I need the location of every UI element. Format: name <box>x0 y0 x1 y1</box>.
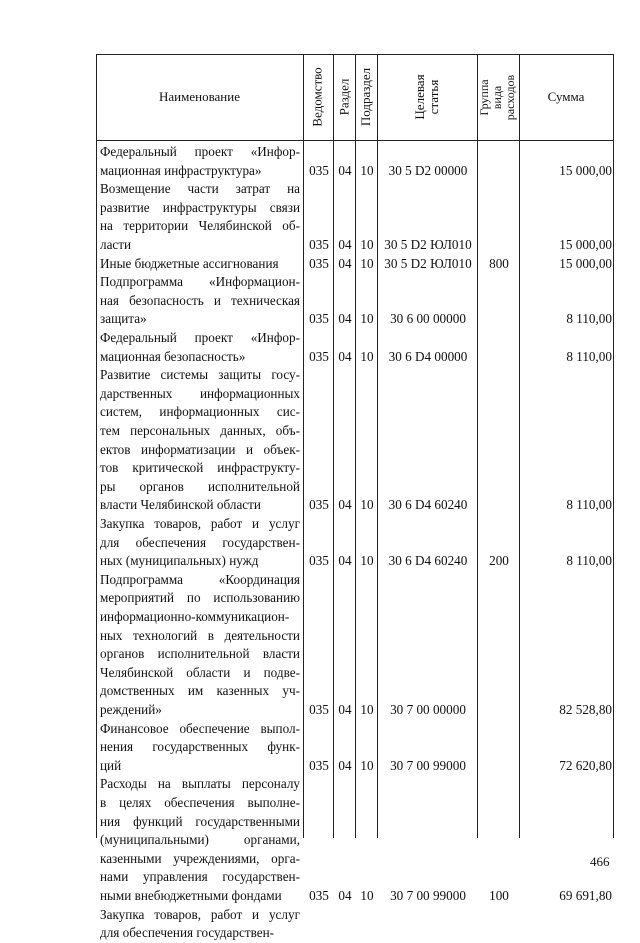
header-target: Целевая статья <box>412 74 441 120</box>
row-name-line: защита» <box>100 311 147 327</box>
row-section: 04 <box>338 348 352 364</box>
row-subsection: 10 <box>360 255 374 271</box>
row-target: 30 6 D4 60240 <box>388 497 468 513</box>
row-name-line: (муниципальными) органами, <box>100 832 300 848</box>
row-subsection: 10 <box>360 348 374 364</box>
table-row <box>96 366 614 515</box>
row-name-line: развитие инфраструктуры связи <box>100 199 300 215</box>
row-name-line: ная безопасность и техническая <box>100 292 300 308</box>
row-name <box>100 515 300 571</box>
table-row <box>96 180 614 254</box>
table-row <box>96 906 614 943</box>
row-target: 30 5 D2 ЮЛ010 <box>384 255 472 271</box>
row-name-line: реждений» <box>100 701 162 717</box>
row-name <box>100 143 300 180</box>
row-section: 04 <box>338 553 352 569</box>
row-name-line: мероприятий по использованию <box>100 590 300 606</box>
row-sum: 15 000,00 <box>559 236 612 252</box>
row-name-line: на территории Челябинской об- <box>100 218 300 234</box>
row-name-line: ласти <box>100 236 132 252</box>
row-name <box>100 255 300 274</box>
table-row <box>96 515 614 571</box>
row-dept: 035 <box>309 311 329 327</box>
table-row <box>96 273 614 329</box>
table-row <box>96 720 614 776</box>
row-name-line: тем персональных данных, объ- <box>100 422 300 438</box>
page-number: 466 <box>590 854 610 869</box>
row-name-line: казенными учреждениями, орга- <box>100 850 300 866</box>
row-sum: 8 110,00 <box>566 553 612 569</box>
row-name-line: в целях обеспечения выполне- <box>100 794 300 810</box>
row-name-line: мационная инфраструктура» <box>100 162 262 178</box>
row-name-line: органов исполнительной власти <box>100 646 300 662</box>
row-name-line: ных (муниципальных) нужд <box>100 553 259 569</box>
table-row <box>96 571 614 720</box>
row-name-line: нами управления государствен- <box>100 869 300 885</box>
header-sum: Сумма <box>547 89 585 104</box>
header-section: Раздел <box>336 78 351 116</box>
row-sum: 15 000,00 <box>559 255 612 271</box>
row-subsection: 10 <box>360 553 374 569</box>
row-name-line: Развитие системы защиты госу- <box>100 367 300 383</box>
row-dept: 035 <box>309 255 329 271</box>
row-target: 30 7 00 99000 <box>390 887 466 903</box>
row-target: 30 7 00 99000 <box>390 757 466 773</box>
row-dept: 035 <box>309 162 329 178</box>
row-name-line: информационно-коммуникацион- <box>100 608 290 624</box>
header-subsection: Подраздел <box>358 67 374 127</box>
row-group: 200 <box>489 553 509 569</box>
row-name-line: для обеспечения государствен- <box>100 534 300 550</box>
row-sum: 8 110,00 <box>566 497 612 513</box>
row-name-line: Федеральный проект «Инфор- <box>100 144 300 159</box>
row-sum: 8 110,00 <box>566 348 612 364</box>
row-section: 04 <box>338 255 352 271</box>
row-dept: 035 <box>309 236 329 252</box>
row-name-line: Подпрограмма «Информацион- <box>100 274 300 290</box>
row-subsection: 10 <box>360 236 374 252</box>
row-name <box>100 366 300 515</box>
row-sum: 72 620,80 <box>559 757 612 773</box>
row-name-line: ными внебюджетными фондами <box>100 887 282 903</box>
row-sum: 15 000,00 <box>559 162 612 178</box>
row-name <box>100 571 300 720</box>
row-name-line: тов критической инфраструкту- <box>100 460 300 476</box>
row-dept: 035 <box>309 348 329 364</box>
row-subsection: 10 <box>360 757 374 773</box>
row-name-line: ций <box>100 757 122 773</box>
row-section: 04 <box>338 887 352 903</box>
row-name-line: ния функций государственными <box>100 813 300 829</box>
row-name-line: власти Челябинской области <box>100 497 261 513</box>
row-name-line: Федеральный проект «Инфор- <box>100 330 300 345</box>
row-name <box>100 906 300 943</box>
row-name-line: нения государственных функ- <box>100 739 300 755</box>
row-sum: 8 110,00 <box>566 311 612 327</box>
header-dept: Ведомство <box>310 67 325 127</box>
row-section: 04 <box>338 701 352 717</box>
row-target: 30 7 00 00000 <box>390 701 466 717</box>
row-dept: 035 <box>309 497 329 513</box>
header-name: Наименование <box>159 89 240 104</box>
row-section: 04 <box>338 311 352 327</box>
row-target: 30 6 D4 60240 <box>388 553 468 569</box>
row-name <box>100 775 300 905</box>
row-section: 04 <box>338 757 352 773</box>
row-target: 30 5 D2 00000 <box>388 162 468 178</box>
row-group: 100 <box>489 887 509 903</box>
row-name-line: Возмещение части затрат на <box>100 181 300 197</box>
row-name-line: Закупка товаров, работ и услуг <box>100 516 300 531</box>
row-target: 30 6 D4 00000 <box>388 348 468 364</box>
row-section: 04 <box>338 497 352 513</box>
row-name <box>100 273 300 329</box>
row-name <box>100 329 300 366</box>
row-sum: 69 691,80 <box>559 887 612 903</box>
table-row <box>96 775 614 905</box>
row-target: 30 6 00 00000 <box>390 311 466 327</box>
row-target: 30 5 D2 ЮЛ010 <box>384 236 472 252</box>
header-group: Группа вида расходов <box>477 74 518 120</box>
row-name-line: Подпрограмма «Координация <box>100 571 300 587</box>
row-name-line: ных технологий в деятельности <box>100 627 300 643</box>
row-subsection: 10 <box>360 497 374 513</box>
row-name-line: Иные бюджетные ассигнования <box>100 255 279 271</box>
row-dept: 035 <box>309 701 329 717</box>
row-subsection: 10 <box>360 887 374 903</box>
row-name-line: домственных им казенных уч- <box>100 683 300 699</box>
row-name <box>100 720 300 776</box>
row-name-line: ры органов исполнительной <box>100 478 300 494</box>
row-name-line: Расходы на выплаты персоналу <box>100 776 300 792</box>
row-name <box>100 180 300 254</box>
table-row <box>96 255 614 274</box>
row-dept: 035 <box>309 553 329 569</box>
row-name-line: ектов информатизации и объек- <box>100 441 300 457</box>
row-name-line: для обеспечения государствен- <box>100 925 275 941</box>
table-row <box>96 329 614 366</box>
row-subsection: 10 <box>360 311 374 327</box>
row-dept: 035 <box>309 757 329 773</box>
row-section: 04 <box>338 162 352 178</box>
row-section: 04 <box>338 236 352 252</box>
row-subsection: 10 <box>360 162 374 178</box>
row-sum: 82 528,80 <box>559 701 612 717</box>
row-name-line: Финансовое обеспечение выпол- <box>100 720 300 736</box>
row-name-line: Челябинской области и подве- <box>100 664 300 680</box>
row-name-line: мационная безопасность» <box>100 348 246 364</box>
row-name-line: систем, информационных сис- <box>100 404 300 420</box>
row-dept: 035 <box>309 887 329 903</box>
row-name-line: дарственных информационных <box>100 385 300 401</box>
table-row <box>96 143 614 180</box>
row-subsection: 10 <box>360 701 374 717</box>
row-group: 800 <box>489 255 509 271</box>
row-name-line: Закупка товаров, работ и услуг <box>100 906 300 922</box>
